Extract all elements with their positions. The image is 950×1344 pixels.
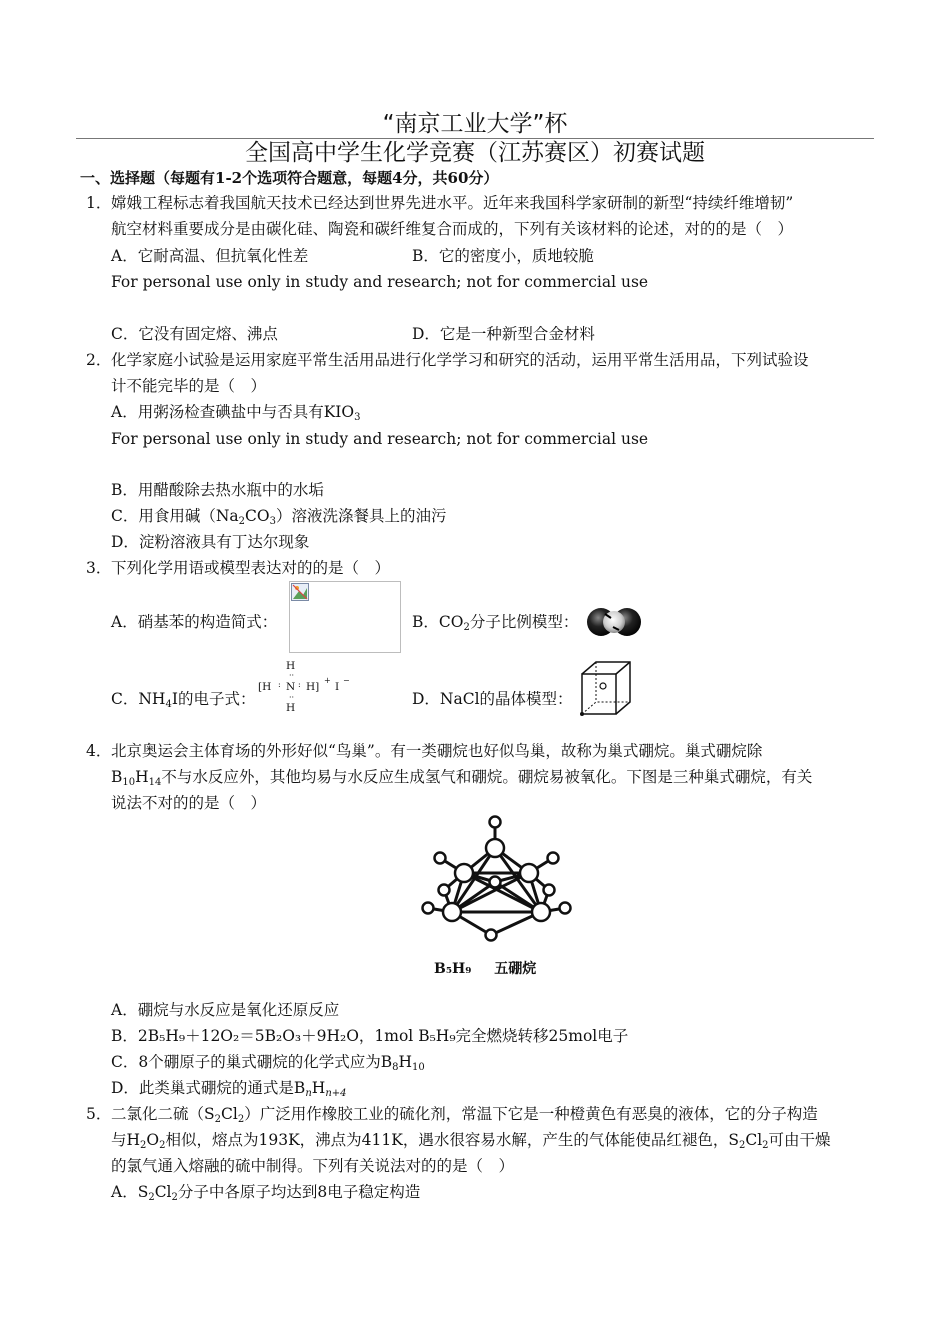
section-heading: 一、选择题（每题有1-2个选项符合题意，每题4分，共60分） xyxy=(80,169,499,187)
nacl-crystal-model-icon xyxy=(578,656,634,718)
q5-option-a: A．$S_2Cl_2$分子中各原子均达到8电子稳定构造 xyxy=(111,1183,421,1203)
ef-charge: + xyxy=(324,676,331,685)
ef-top-h: H xyxy=(286,660,296,672)
caption-name: 五硼烷 xyxy=(494,961,537,977)
ef-dots-top: ·· xyxy=(289,671,295,680)
q3-option-a: A．硝基苯的构造简式： xyxy=(111,613,278,631)
q4-stem-line3: 说法不对的的是（ ） xyxy=(111,794,267,812)
pentaborane-structure-figure xyxy=(416,810,576,945)
title-line-1: “南京工业大学”杯 xyxy=(382,111,568,137)
ef-center-n: N xyxy=(286,681,296,693)
q1-stem-line1: 嫦娥工程标志着我国航天技术已经达到世界先进水平。近年来我国科学家研制的新型“持续纤维增韧” xyxy=(111,194,794,212)
nitrobenzene-image-placeholder xyxy=(289,581,401,653)
q5-stem-line1: 二氯化二硫$(S_2Cl_2)$广泛用作橡胶工业的硫化剂，常温下它是一种橙黄色有恶臭的液体，它的分子构造 xyxy=(111,1105,818,1125)
q4-option-a: A．硼烷与水反应是氧化还原反应 xyxy=(111,1001,340,1019)
q4-option-d: D．此类巢式硼烷的通式是$B_nH_{n+4}$ xyxy=(111,1079,347,1099)
ef-dots-bottom: ·· xyxy=(289,693,295,702)
q4-stem-line1: 北京奥运会主体育场的外形好似“鸟巢”。有一类硼烷也好似鸟巢，故称为巢式硼烷。巢式硼烷除 xyxy=(111,742,763,760)
ef-left: [H xyxy=(258,681,272,693)
q5-stem-line3: 的氯气通入熔融的硫中制得。下列有关说法对的的是（ ） xyxy=(111,1157,515,1175)
q3-stem: 下列化学用语或模型表达对的的是（ ） xyxy=(111,559,391,577)
nh4i-electron-formula xyxy=(258,660,358,718)
q5-number: 5． xyxy=(86,1105,112,1123)
q1-option-d: D．它是一种新型合金材料 xyxy=(412,325,595,343)
q1-note: For personal use only in study and research; not for commercial use xyxy=(111,273,649,291)
q3-option-c: C．$NH_4I$的电子式： xyxy=(111,690,256,710)
q5-stem-line2: 与$H_2O_2$相似，熔点为193K，沸点为411K，遇水很容易水解，产生的气体能使品红褪色，$S_2Cl_2$可由干燥 xyxy=(111,1131,831,1151)
q2-option-c: C．用食用碱$(Na_2CO_3)$溶液洗涤餐具上的油污 xyxy=(111,507,447,527)
q4-option-b: B．2B₅H₉＋12O₂＝5B₂O₃＋9H₂O，1mol B₅H₉完全燃烧转移25mol电子 xyxy=(111,1027,629,1045)
ef-dots-left: : xyxy=(278,680,281,689)
q2-option-a: A．用粥汤检查碘盐中与否具有$KIO_3$ xyxy=(111,403,361,423)
q2-option-d: D．淀粉溶液具有丁达尔现象 xyxy=(111,533,310,551)
title-line-2: 全国高中学生化学竞赛（江苏赛区）初赛试题 xyxy=(245,140,705,166)
q4-number: 4． xyxy=(86,742,112,760)
q3-number: 3． xyxy=(86,559,112,577)
q2-option-b: B．用醋酸除去热水瓶中的水垢 xyxy=(111,481,324,499)
q2-number: 2． xyxy=(86,351,112,369)
q4-stem-line2: $B_{10}H_{14}$不与水反应外，其他均易与水反应生成氢气和硼烷。硼烷易被氧化。下图是三种巢式硼烷，有关 xyxy=(111,768,813,788)
broken-image-icon xyxy=(291,583,309,601)
q1-option-b: B．它的密度小，质地较脆 xyxy=(412,247,594,265)
q2-stem-line2: 计不能完毕的是（ ） xyxy=(111,377,267,395)
co2-space-filling-model-icon xyxy=(585,602,643,642)
q1-number: 1． xyxy=(86,194,112,212)
ef-bottom-h: H xyxy=(286,702,296,714)
ef-anion-charge: − xyxy=(343,676,350,685)
q4-option-c: C．8个硼原子的巢式硼烷的化学式应为$B_8H_{10}$ xyxy=(111,1053,425,1073)
ef-right: H] xyxy=(306,681,320,693)
q3-option-d: D．NaCl的晶体模型： xyxy=(412,690,573,708)
caption-formula: B₅H₉ xyxy=(434,961,472,977)
q3-option-b: B．$CO_2$分子比例模型： xyxy=(412,613,579,633)
q1-option-a: A．它耐高温、但抗氧化性差 xyxy=(111,247,309,265)
q2-note: For personal use only in study and research; not for commercial use xyxy=(111,430,649,448)
ef-dots-right: : xyxy=(298,680,301,689)
q2-stem-line1: 化学家庭小试验是运用家庭平常生活用品进行化学学习和研究的活动，运用平常生活用品，下列试验设 xyxy=(111,351,809,369)
pentaborane-caption xyxy=(434,958,536,978)
ef-anion: I xyxy=(335,681,340,693)
q1-stem-line2: 航空材料重要成分是由碳化硅、陶瓷和碳纤维复合而成的，下列有关该材料的论述，对的的是（ ） xyxy=(111,220,794,238)
q1-option-c: C．它没有固定熔、沸点 xyxy=(111,325,278,343)
